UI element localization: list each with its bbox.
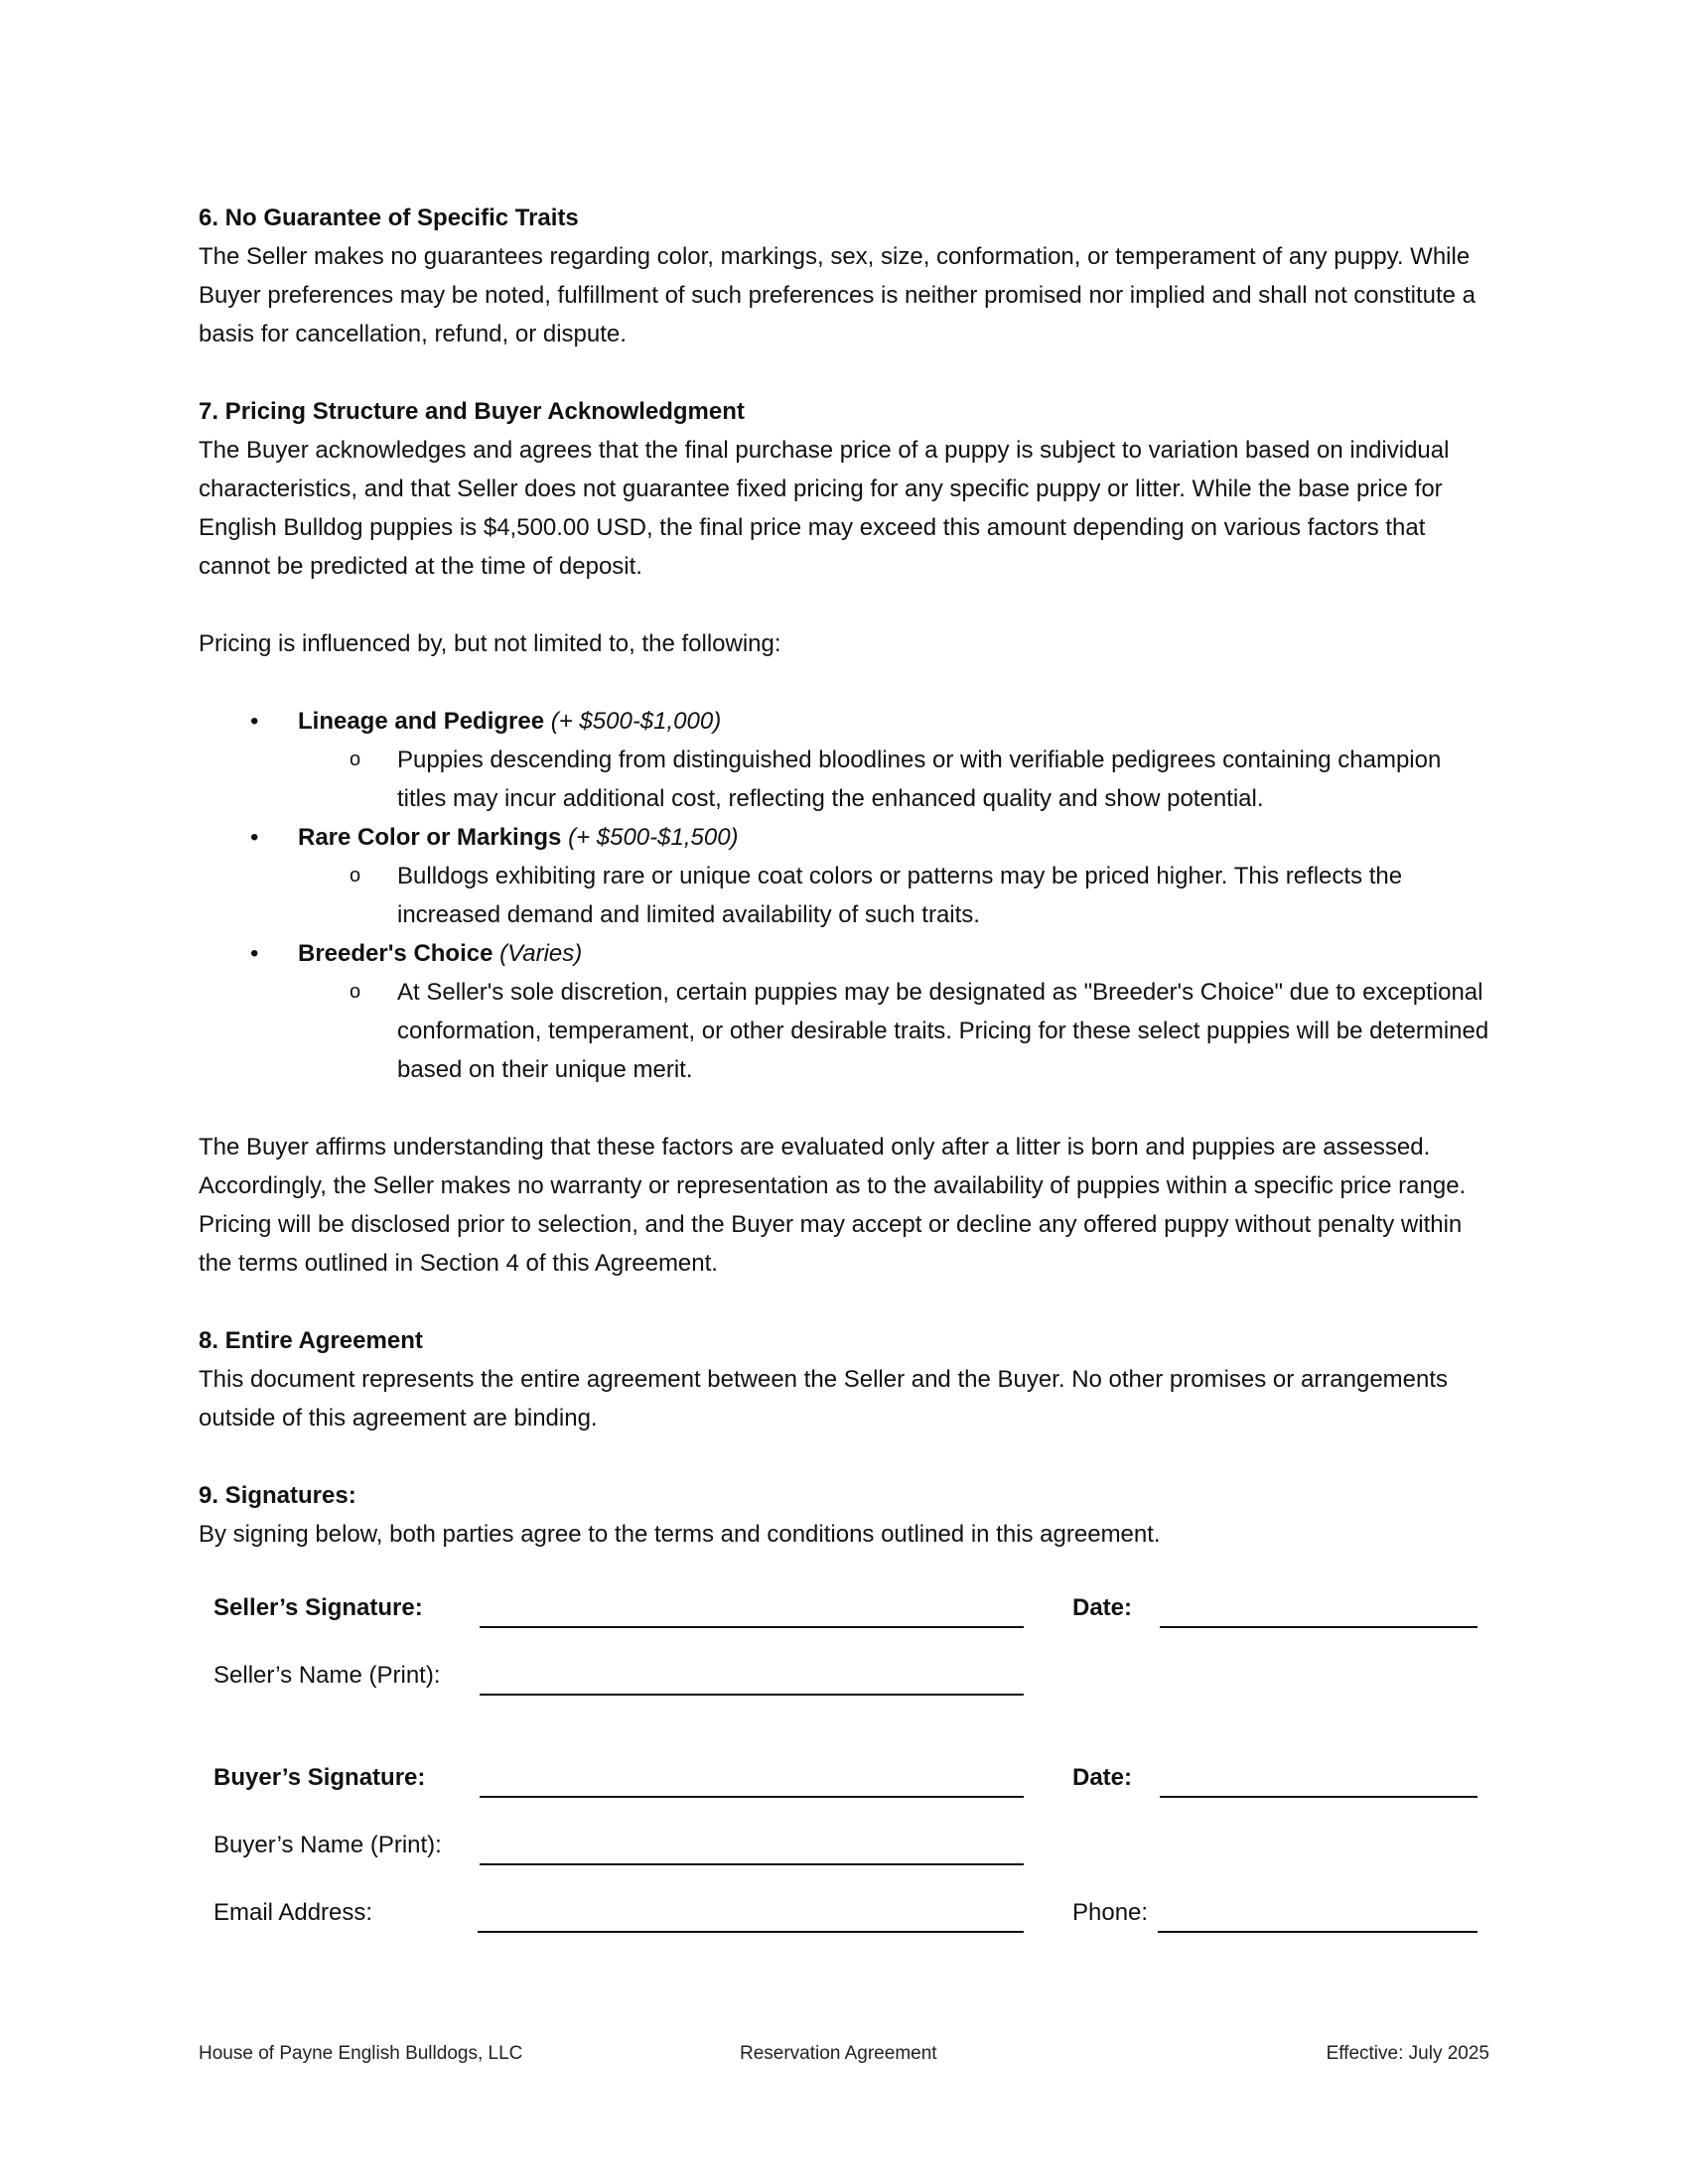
- circle-bullet-icon: o: [350, 865, 361, 887]
- email-field[interactable]: [478, 1931, 1024, 1933]
- circle-bullet-icon: o: [350, 981, 361, 1003]
- section-8: [199, 1321, 1489, 1437]
- pricing-factor-note: (+ $500-$1,000): [550, 708, 722, 735]
- seller-name-row: [213, 1656, 1494, 1696]
- buyer-date-label: Date:: [1072, 1764, 1133, 1791]
- pricing-factors-list: [199, 702, 1489, 1089]
- section-7-intro: Pricing is influenced by, but not limited to, the following:: [199, 630, 781, 657]
- list-item: [199, 702, 1489, 741]
- pricing-factor-detail: Puppies descending from distinguished bloodlines or with verifiable pedigrees containing champion titles may incur additional cost, reflecting the enhanced quality and show potential.: [397, 747, 1442, 812]
- list-item: [199, 857, 1489, 934]
- buyer-name-field[interactable]: [480, 1863, 1024, 1865]
- list-item: [199, 934, 1489, 973]
- buyer-signature-field[interactable]: [480, 1796, 1024, 1798]
- pricing-factor-title: Lineage and Pedigree: [298, 708, 545, 735]
- section-6: [199, 199, 1489, 353]
- pricing-factor-detail: At Seller's sole discretion, certain puppies may be designated as "Breeder's Choice" due to exceptional conformation, temperament, or other desirable traits. Pricing for these select puppies will be determined based on their unique merit.: [397, 979, 1489, 1083]
- buyer-signature-row: [213, 1758, 1494, 1798]
- seller-signature-field[interactable]: [480, 1626, 1024, 1628]
- circle-bullet-icon: o: [350, 749, 361, 770]
- pricing-factor-title: Breeder's Choice: [298, 940, 493, 967]
- bullet-icon: •: [250, 708, 259, 735]
- pricing-factor-note: (+ $500-$1,500): [568, 824, 739, 851]
- seller-name-label: Seller’s Name (Print):: [213, 1662, 441, 1689]
- buyer-signature-label: Buyer’s Signature:: [213, 1764, 426, 1791]
- section-6-body: The Seller makes no guarantees regarding color, markings, sex, size, conformation, or temperament of any puppy. While Buyer preferences may be noted, fulfillment of such preferences is neither promised nor implied and shall not constitute a basis for cancellation, refund, or dispute.: [199, 243, 1477, 347]
- seller-date-label: Date:: [1072, 1594, 1133, 1621]
- section-9-body: By signing below, both parties agree to the terms and conditions outlined in this agreement.: [199, 1521, 1161, 1548]
- phone-field[interactable]: [1158, 1931, 1477, 1933]
- list-item: [199, 818, 1489, 857]
- pricing-factor-title: Rare Color or Markings: [298, 824, 562, 851]
- section-9-heading: 9. Signatures:: [199, 1482, 356, 1509]
- section-7-closing: The Buyer affirms understanding that these factors are evaluated only after a litter is born and puppies are assessed. Accordingly, the Seller makes no warranty or representation as to the availability of puppies within a specific price range. Pricing will be disclosed prior to selection, and the Buyer may accept or decline any offered puppy without penalty within the terms outlined in Section 4 of this Agreement.: [199, 1134, 1467, 1277]
- section-7-body: The Buyer acknowledges and agrees that the final purchase price of a puppy is subject to variation based on individual characteristics, and that Seller does not guarantee fixed pricing for any specific puppy or litter. While the base price for English Bulldog puppies is $4,500.00 USD, the final price may exceed this amount depending on various factors that cannot be predicted at the time of deposit.: [199, 437, 1450, 580]
- document-body: [199, 199, 1489, 1592]
- pricing-factor-detail: Bulldogs exhibiting rare or unique coat colors or patterns may be priced higher. This reflects the increased demand and limited availability of such traits.: [397, 863, 1403, 928]
- email-label: Email Address:: [213, 1899, 373, 1926]
- seller-date-field[interactable]: [1160, 1626, 1477, 1628]
- section-7-heading: 7. Pricing Structure and Buyer Acknowledgment: [199, 398, 745, 425]
- buyer-name-label: Buyer’s Name (Print):: [213, 1832, 442, 1858]
- list-item: [199, 973, 1489, 1089]
- page-footer: [199, 2043, 1489, 2073]
- bullet-icon: •: [250, 940, 259, 967]
- phone-label: Phone:: [1072, 1899, 1149, 1926]
- seller-name-field[interactable]: [480, 1694, 1024, 1696]
- footer-company: House of Payne English Bulldogs, LLC: [199, 2043, 523, 2064]
- section-9: [199, 1476, 1489, 1554]
- list-item: [199, 741, 1489, 818]
- section-8-body: This document represents the entire agreement between the Seller and the Buyer. No other promises or arrangements outside of this agreement are binding.: [199, 1366, 1449, 1432]
- buyer-date-field[interactable]: [1160, 1796, 1477, 1798]
- section-7: [199, 392, 1489, 1283]
- seller-signature-row: [213, 1588, 1494, 1628]
- footer-effective-date: Effective: July 2025: [1326, 2043, 1489, 2064]
- footer-document-title: Reservation Agreement: [740, 2043, 937, 2064]
- contact-row: [213, 1893, 1494, 1933]
- buyer-name-row: [213, 1826, 1494, 1865]
- pricing-factor-note: (Varies): [499, 940, 583, 967]
- bullet-icon: •: [250, 824, 259, 851]
- section-6-heading: 6. No Guarantee of Specific Traits: [199, 205, 579, 231]
- seller-signature-label: Seller’s Signature:: [213, 1594, 423, 1621]
- section-8-heading: 8. Entire Agreement: [199, 1327, 423, 1354]
